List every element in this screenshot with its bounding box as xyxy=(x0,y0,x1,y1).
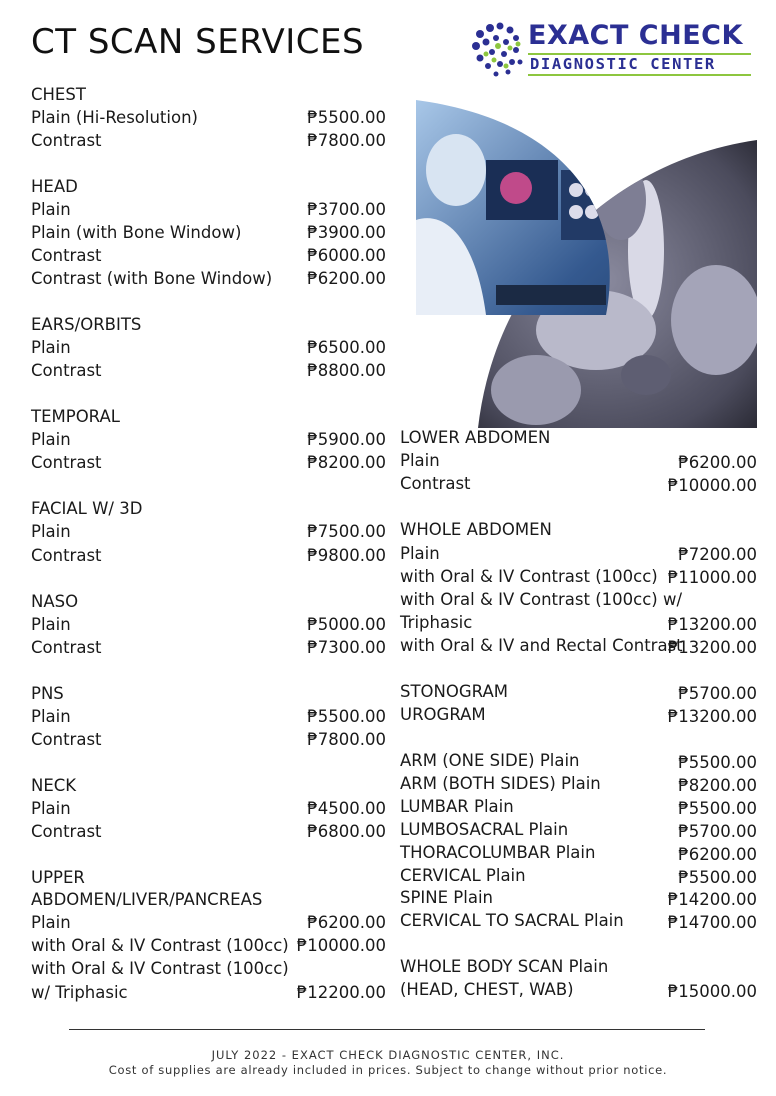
service-label: LUMBOSACRAL Plain xyxy=(400,820,569,839)
service-price: ₱7800.00 xyxy=(307,131,386,150)
section-heading-naso: NASO xyxy=(31,592,79,611)
service-price: ₱7800.00 xyxy=(307,730,386,749)
service-label: Plain (with Bone Window) xyxy=(31,223,242,242)
service-price: ₱12200.00 xyxy=(296,983,386,1002)
ct-scan-artwork xyxy=(416,100,757,428)
service-label: Plain xyxy=(31,799,71,818)
page-title: CT SCAN SERVICES xyxy=(31,22,365,62)
service-label: Contrast (with Bone Window) xyxy=(31,269,273,288)
service-label: Plain xyxy=(31,615,71,634)
service-label: (HEAD, CHEST, WAB) xyxy=(400,980,574,999)
service-label: Plain xyxy=(31,338,71,357)
service-label: Plain xyxy=(31,913,71,932)
service-price: ₱6500.00 xyxy=(307,338,386,357)
logo-underline xyxy=(528,74,751,76)
logo-brand-text: EXACT CHECK xyxy=(528,20,743,51)
service-label: Contrast xyxy=(31,730,102,749)
footer-company-line: JULY 2022 - EXACT CHECK DIAGNOSTIC CENTER, INC. xyxy=(211,1048,565,1062)
service-price: ₱6200.00 xyxy=(678,453,757,472)
service-price: ₱13200.00 xyxy=(667,615,757,634)
service-label: Plain xyxy=(31,200,71,219)
footer-divider xyxy=(69,1029,705,1030)
service-label: LUMBAR Plain xyxy=(400,797,514,816)
service-price: ₱6200.00 xyxy=(678,845,757,864)
service-price: ₱5500.00 xyxy=(307,707,386,726)
service-price: ₱6200.00 xyxy=(307,269,386,288)
service-label: ARM (BOTH SIDES) Plain xyxy=(400,774,601,793)
service-price: ₱9800.00 xyxy=(307,546,386,565)
section-heading-chest: CHEST xyxy=(31,85,86,104)
service-label: with Oral & IV Contrast (100cc) xyxy=(400,567,658,586)
service-price: ₱5700.00 xyxy=(678,684,757,703)
service-label: Plain (Hi-Resolution) xyxy=(31,108,198,127)
service-label: Plain xyxy=(31,430,71,449)
service-label: UROGRAM xyxy=(400,705,486,724)
service-label: ARM (ONE SIDE) Plain xyxy=(400,751,580,770)
service-label: Contrast xyxy=(31,246,102,265)
section-heading-facial: FACIAL W/ 3D xyxy=(31,499,143,518)
service-price: ₱8200.00 xyxy=(307,453,386,472)
service-price: ₱5500.00 xyxy=(678,753,757,772)
service-price: ₱8200.00 xyxy=(678,776,757,795)
section-heading-abdomen-liver-pancreas: ABDOMEN/LIVER/PANCREAS xyxy=(31,890,263,909)
service-label: Contrast xyxy=(31,546,102,565)
service-label: with Oral & IV Contrast (100cc) xyxy=(31,959,289,978)
service-label: Contrast xyxy=(31,453,102,472)
service-price: ₱13200.00 xyxy=(667,707,757,726)
service-price: ₱8800.00 xyxy=(307,361,386,380)
section-heading-head: HEAD xyxy=(31,177,78,196)
service-label: THORACOLUMBAR Plain xyxy=(400,843,596,862)
service-label: Contrast xyxy=(400,474,471,493)
service-price: ₱10000.00 xyxy=(667,476,757,495)
service-label: Triphasic xyxy=(400,613,473,632)
service-price: ₱15000.00 xyxy=(667,982,757,1001)
service-label: Contrast xyxy=(31,361,102,380)
service-label: Contrast xyxy=(31,822,102,841)
service-label: with Oral & IV Contrast (100cc) w/ xyxy=(400,590,683,609)
logo-dots-icon xyxy=(470,20,526,78)
service-label: CERVICAL Plain xyxy=(400,866,526,885)
service-label: SPINE Plain xyxy=(400,888,493,907)
service-label: STONOGRAM xyxy=(400,682,508,701)
service-price: ₱7500.00 xyxy=(307,522,386,541)
service-price: ₱13200.00 xyxy=(667,638,757,657)
section-heading-whole-abdomen: WHOLE ABDOMEN xyxy=(400,520,552,539)
service-price: ₱11000.00 xyxy=(667,568,757,587)
service-price: ₱5000.00 xyxy=(307,615,386,634)
service-label: CERVICAL TO SACRAL Plain xyxy=(400,911,624,930)
section-heading-pns: PNS xyxy=(31,684,64,703)
service-label: w/ Triphasic xyxy=(31,983,128,1002)
service-label: Contrast xyxy=(31,638,102,657)
service-price: ₱6800.00 xyxy=(307,822,386,841)
section-heading-temporal: TEMPORAL xyxy=(31,407,120,426)
logo-subtitle: DIAGNOSTIC CENTER xyxy=(530,55,716,73)
service-price: ₱5700.00 xyxy=(678,822,757,841)
service-price: ₱14200.00 xyxy=(667,890,757,909)
service-price: ₱3900.00 xyxy=(307,223,386,242)
section-heading-lower-abdomen: LOWER ABDOMEN xyxy=(400,428,551,447)
service-price: ₱5500.00 xyxy=(307,108,386,127)
section-heading-upper: UPPER xyxy=(31,868,85,887)
footer-disclaimer: Cost of supplies are already included in prices. Subject to change without prior notice. xyxy=(108,1063,668,1077)
service-price: ₱3700.00 xyxy=(307,200,386,219)
service-label: WHOLE BODY SCAN Plain xyxy=(400,957,609,976)
service-label: with Oral & IV and Rectal Contrast xyxy=(400,636,683,655)
service-price: ₱6200.00 xyxy=(307,913,386,932)
service-label: Plain xyxy=(31,707,71,726)
service-price: ₱7300.00 xyxy=(307,638,386,657)
service-price: ₱6000.00 xyxy=(307,246,386,265)
section-heading-ears-orbits: EARS/ORBITS xyxy=(31,315,142,334)
service-price: ₱5900.00 xyxy=(307,430,386,449)
section-heading-neck: NECK xyxy=(31,776,77,795)
service-price: ₱5500.00 xyxy=(678,868,757,887)
service-price: ₱7200.00 xyxy=(678,545,757,564)
service-label: Plain xyxy=(31,522,71,541)
service-price: ₱14700.00 xyxy=(667,913,757,932)
service-label: Contrast xyxy=(31,131,102,150)
service-label: Plain xyxy=(400,451,440,470)
service-label: Plain xyxy=(400,544,440,563)
company-logo xyxy=(470,20,760,80)
service-price: ₱4500.00 xyxy=(307,799,386,818)
service-label: with Oral & IV Contrast (100cc) xyxy=(31,936,289,955)
service-price: ₱5500.00 xyxy=(678,799,757,818)
service-price: ₱10000.00 xyxy=(296,936,386,955)
